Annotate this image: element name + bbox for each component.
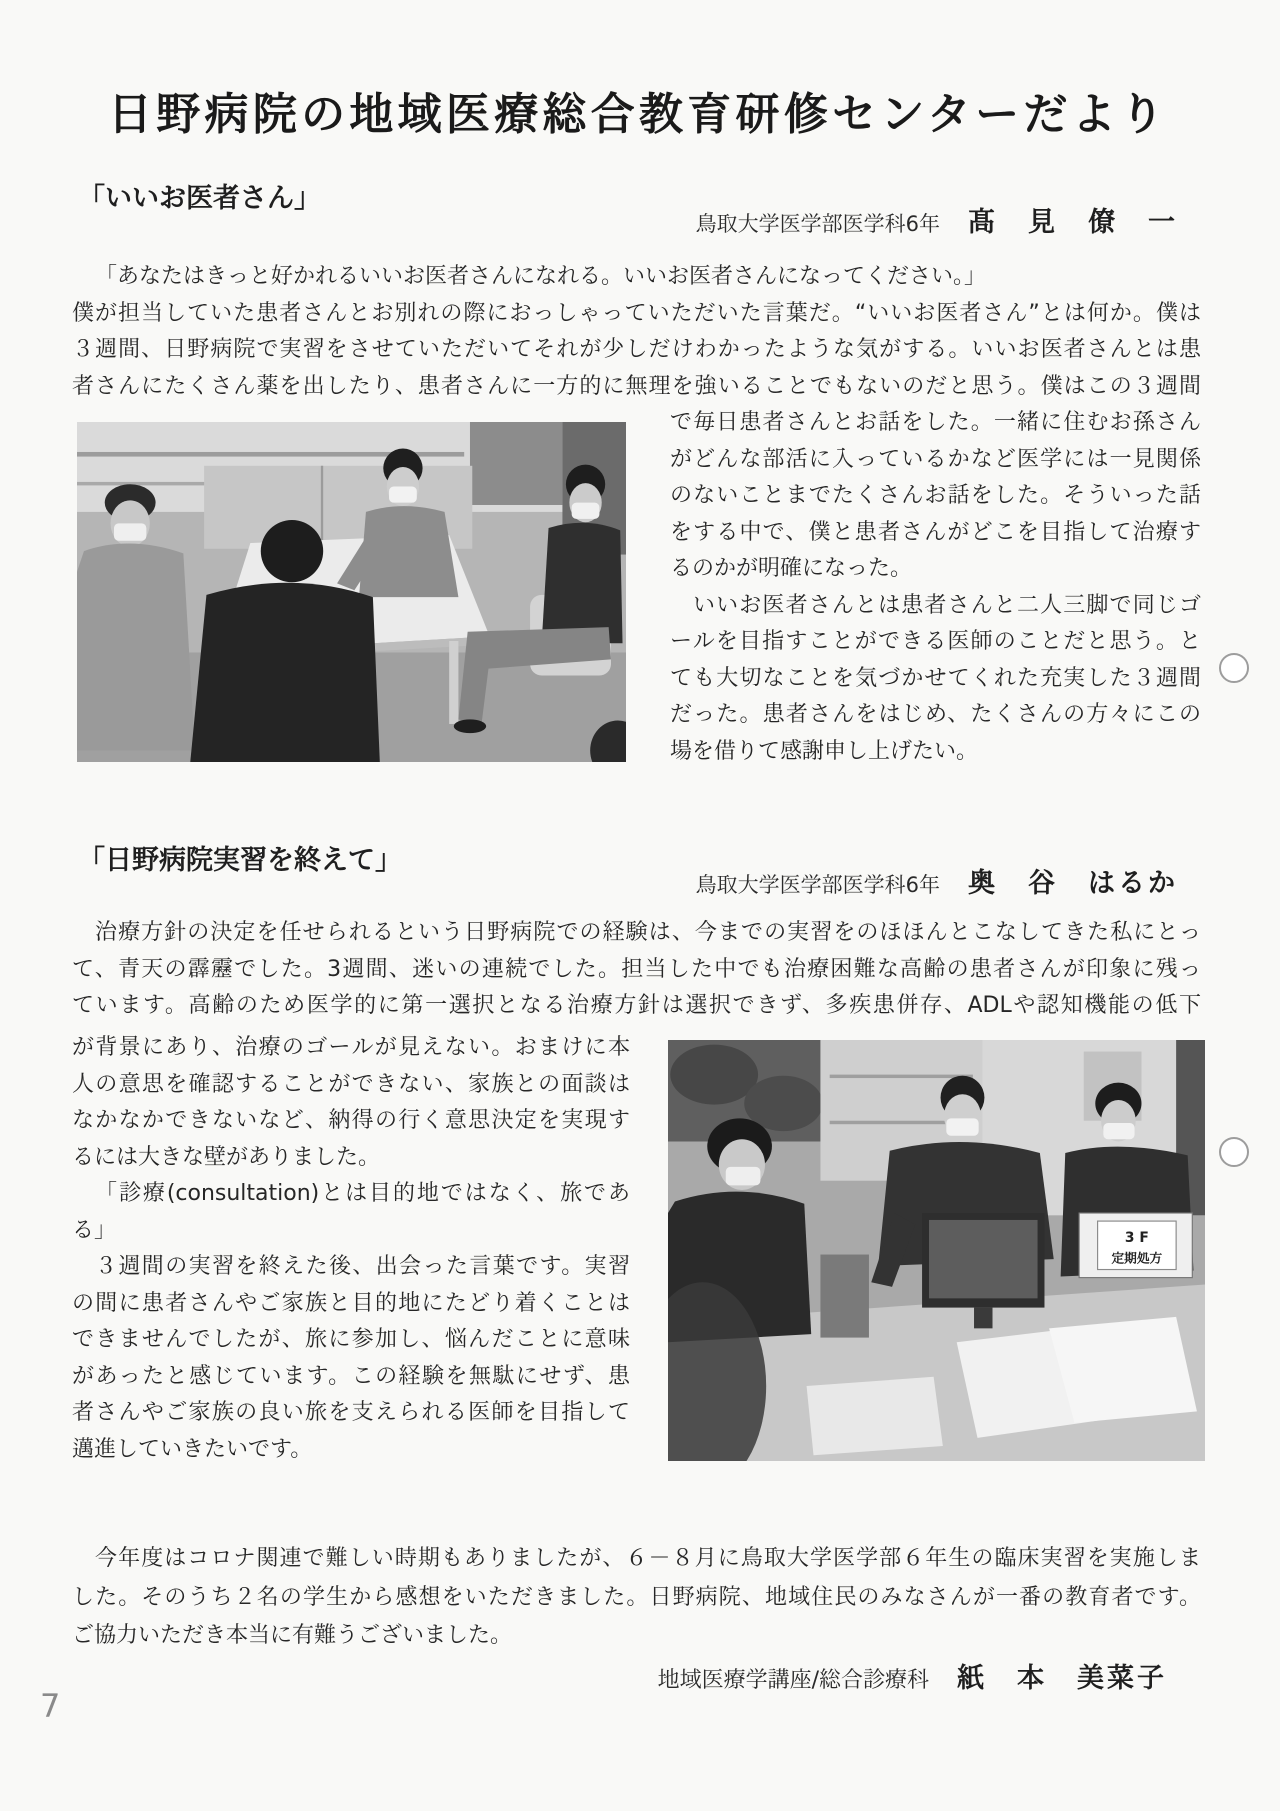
- body-line: ても大切なことを気づかせてくれた充実した３週間: [670, 665, 1201, 691]
- signature-name: 紙 本 美菜子: [957, 1663, 1167, 1694]
- body-line: 者さんにたくさん薬を出したり、患者さんに一方的に無理を強いることでもないのだと思う。僕はこの３週間: [72, 373, 1201, 399]
- body-line: だった。患者さんをはじめ、たくさんの方々にこの: [670, 702, 1201, 727]
- body-line: 治療方針の決定を任せられるという日野病院での経験は、今までの実習をのほほんとこなしてきた私にとっ: [95, 920, 1201, 945]
- body-line: 邁進していきたいです。: [72, 1436, 313, 1462]
- body-line: 「診療(consultation)とは目的地ではなく、旅であ: [95, 1181, 630, 1206]
- author-name: 奥 谷 はるか: [968, 868, 1178, 899]
- body-line: るには大きな壁がありました。: [72, 1144, 381, 1170]
- folder-stand: [820, 1255, 869, 1338]
- article-heading-finishing-training: 「日野病院実習を終えて」: [78, 845, 402, 876]
- photo-students-talking-with-patient: [77, 422, 626, 762]
- body-line: ３週間、日野病院で実習をさせていただいてそれが少しだけわかったような気がする。いいお医者さんとは患: [72, 337, 1201, 362]
- body-line: ご協力いただき本当に有難うございました。: [72, 1623, 513, 1648]
- signature-affiliation: 地域医療学講座/総合診療科: [657, 1668, 929, 1693]
- article-heading-good-doctor: 「いいお医者さん」: [78, 183, 321, 214]
- body-line: なかなかできないなど、納得の行く意思決定を実現す: [72, 1108, 630, 1133]
- body-line: 今年度はコロナ関連で難しい時期もありましたが、６－８月に鳥取大学医学部６年生の臨床実習を実施しま: [95, 1546, 1201, 1571]
- page-number: 7: [40, 1687, 61, 1725]
- article-byline: [696, 861, 1178, 900]
- author-name: 髙 見 僚 一: [968, 207, 1178, 238]
- photo-illustration: [668, 1040, 1205, 1461]
- body-line: て、青天の霹靂でした。3週間、迷いの連続でした。担当した中でも治療困難な高齢の患者さんが印象に残っ: [72, 956, 1201, 982]
- body-line: で毎日患者さんとお話をした。一緒に住むお孫さん: [670, 410, 1201, 435]
- body-line: がどんな部活に入っているかなど医学には一見関係: [670, 446, 1201, 472]
- author-affiliation: 鳥取大学医学部医学科6年: [695, 873, 940, 897]
- body-line: があったと感じています。この経験を無駄にせず、患: [72, 1363, 630, 1389]
- binder-hole: [1219, 653, 1249, 683]
- author-affiliation: 鳥取大学医学部医学科6年: [695, 212, 940, 236]
- medicine-box: [1079, 1213, 1192, 1278]
- article-body-column: [670, 405, 1201, 770]
- body-line: 者さんやご家族の良い旅を支えられる医師を目指して: [72, 1400, 630, 1425]
- page-title: 日野病院の地域医療総合教育研修センターだより: [108, 89, 1164, 140]
- body-line: した。そのうち２名の学生から感想をいただきました。日野病院、地域住民のみなさんが一番の教育者です。: [72, 1584, 1201, 1610]
- article-byline: [696, 200, 1178, 239]
- body-line: 「あなたはきっと好かれるいいお医者さんになれる。いいお医者さんになってください。」: [95, 264, 987, 289]
- closing-paragraph: [72, 1540, 1201, 1656]
- body-line: ールを目指すことができる医師のことだと思う。と: [670, 629, 1201, 654]
- body-line: ３週間の実習を終えた後、出会った言葉です。実習: [95, 1254, 630, 1279]
- medicine-box-label-text: 定期処方: [1111, 1250, 1163, 1266]
- body-line: 僕が担当していた患者さんとお別れの際におっしゃっていただいた言葉だ。“いいお医者さん”とは何か。僕は: [72, 300, 1201, 326]
- article-body: [72, 915, 1201, 1025]
- article-body-column: [72, 1030, 630, 1468]
- binder-hole: [1219, 1137, 1249, 1167]
- body-line: るのかが明確になった。: [670, 556, 913, 581]
- photo-students-at-nurse-station: [668, 1040, 1205, 1461]
- medicine-box-label-floor: 3 F: [1124, 1229, 1149, 1246]
- body-line: が背景にあり、治療のゴールが見えない。おまけに本: [72, 1035, 630, 1060]
- article-body: [72, 259, 1201, 405]
- body-line: できませんでしたが、旅に参加し、悩んだことに意味: [72, 1327, 630, 1352]
- body-line: の間に患者さんやご家族と目的地にたどり着くことは: [72, 1290, 630, 1316]
- closing-signature: [658, 1656, 1167, 1695]
- body-line: る」: [72, 1217, 117, 1243]
- photo-illustration: [77, 422, 626, 762]
- body-line: をする中で、僕と患者さんがどこを目指して治療す: [670, 519, 1201, 545]
- body-line: ています。高齢のため医学的に第一選択となる治療方針は選択できず、多疾患併存、ADLや認知機能の低下: [72, 993, 1201, 1018]
- body-line: いいお医者さんとは患者さんと二人三脚で同じゴ: [693, 592, 1201, 618]
- body-line: のないことまでたくさんお話をした。そういった話: [670, 483, 1201, 508]
- body-line: 場を借りて感謝申し上げたい。: [670, 738, 979, 764]
- body-line: 人の意思を確認することができない、家族との面談は: [72, 1071, 630, 1097]
